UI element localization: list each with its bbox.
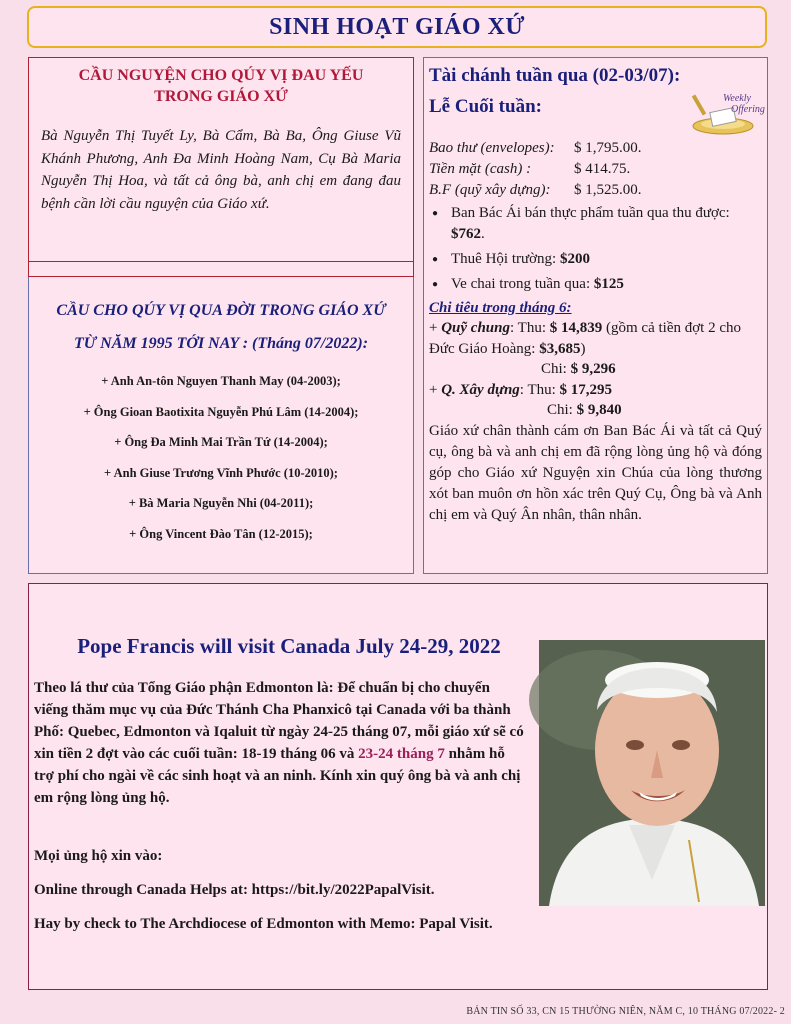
amount-value: $ 1,795.00. — [574, 140, 642, 156]
section-divider — [29, 261, 413, 262]
xay-dung-chi: Chi: $ 9,840 — [547, 402, 622, 418]
highlighted-date: 23-24 tháng 7 — [358, 746, 445, 762]
deceased-list — [29, 366, 413, 549]
finance-heading: Tài chánh tuần qua (02-03/07): — [429, 65, 681, 86]
amount-label: Bao thư (envelopes): — [429, 140, 555, 156]
pope-portrait-icon — [539, 640, 765, 906]
spending-title: Chi tiêu trong tháng 6: — [429, 300, 572, 316]
deceased-heading-line1: CẦU CHO QÚY VỊ QUA ĐỜI TRONG GIÁO XỨ — [56, 302, 386, 319]
thanks-paragraph: Giáo xứ chân thành cám ơn Ban Bác Ái và tất cả Quý cụ, ông bà và anh chị em đã rộng lòng ủng hộ và đóng góp cho Giáo xứ Nguyện xin Chúa của lòng thương xót ban muôn ơn hồn xác trên Quý Cụ, Ông bà và Anh chị em và Quý Ân nhân, thân nhân. — [429, 422, 762, 523]
check-donation-line: Hay by check to The Archdiocese of Edmonton with Memo: Papal Visit. — [34, 916, 493, 932]
prayer-sick-heading — [29, 65, 413, 107]
list-item: + Anh An-tôn Nguyen Thanh May (04-2003); — [101, 374, 341, 388]
finance-section — [423, 57, 768, 574]
xay-dung-line: + Q. Xây dựng: Thu: $ 17,295 — [429, 381, 613, 398]
weekly-offering-icon — [689, 90, 765, 136]
quy-chung-chi: Chi: $ 9,296 — [541, 361, 616, 377]
amount-value: $ 414.75. — [574, 161, 631, 177]
list-item: + Ông Vincent Đào Tân (12-2015); — [129, 526, 313, 541]
amount-label: B.F (quỹ xây dựng): — [429, 182, 551, 198]
prayer-sick-body: Bà Nguyễn Thị Tuyết Ly, Bà Cẩm, Bà Ba, Ông Giuse Vũ Khánh Phương, Anh Đa Minh Hoàng Nam, Cụ Bà Maria Nguyễn Thị Hoa, và tất cả ông bà, anh chị em đang đau bệnh cần lời cầu nguyện của Giáo xứ. — [41, 128, 401, 212]
online-donation-line: Online through Canada Helps at: https://bit.ly/2022PapalVisit. — [34, 882, 435, 898]
offering-amounts — [429, 138, 762, 201]
page-footer: BẢN TIN SỐ 33, CN 15 THƯỜNG NIÊN, NĂM C, 10 THÁNG 07/2022- 2 — [466, 1006, 785, 1017]
list-item: + Ông Gioan Baotixita Nguyễn Phú Lâm (14-2004); — [83, 404, 359, 419]
prayer-heading-line2: TRONG GIÁO XỨ — [154, 88, 288, 105]
offering-text: Offering — [731, 104, 765, 115]
list-item: + Bà Maria Nguyễn Nhi (04-2011); — [128, 496, 314, 510]
pope-visit-section — [28, 583, 768, 990]
support-heading: Mọi ủng hộ xin vào: — [34, 848, 163, 864]
list-item: + Anh Giuse Trương Vĩnh Phước (10-2010); — [104, 465, 338, 480]
list-item: ● Ban Bác Ái bán thực phẩm tuần qua thu được: $762. — [429, 203, 762, 245]
pope-photo — [539, 640, 765, 906]
deceased-heading-line2: TỪ NĂM 1995 TỚI NAY : (Tháng 07/2022): — [73, 335, 369, 352]
finance-subheading: Lễ Cuối tuần: — [429, 96, 542, 117]
list-item: ● Thuê Hội trường: $200 — [429, 249, 762, 270]
spending-details — [429, 318, 762, 421]
weekly-text: Weekly — [723, 93, 751, 104]
list-item: + Ông Đa Minh Mai Trần Tứ (14-2004); — [114, 435, 328, 449]
income-list — [429, 203, 762, 295]
amount-row — [429, 159, 762, 180]
pope-visit-paragraph: Theo lá thư của Tổng Giáo phận Edmonton là: Để chuẩn bị cho chuyến viếng thăm mục vụ của Đức Thánh Cha Phanxicô tại Canada với ba thành Phố: Quebec, Edmonton và Iqaluit từ ngày 24-25 tháng 07, mỗi giáo xứ sẽ có xin tiền 2 đợt vào các cuối tuần: 18-19 tháng 06 và 23-24 tháng 7 nhằm hỗ trợ phí cho ngài về các sinh hoạt và an ninh. Kính xin quý ông bà và anh chị em rộng lòng ủng hộ. — [34, 680, 524, 806]
list-item: ● Ve chai trong tuần qua: $125 — [429, 274, 762, 295]
page-title: SINH HOẠT GIÁO XỨ — [269, 13, 525, 40]
amount-row — [429, 180, 762, 201]
deceased-heading — [29, 294, 413, 360]
prayer-heading-line1: CẦU NGUYỆN CHO QÚY VỊ ĐAU YẾU — [78, 67, 364, 84]
deceased-section — [28, 277, 414, 574]
prayer-sick-section — [28, 57, 414, 277]
page-title-banner — [27, 6, 767, 48]
pope-visit-title: Pope Francis will visit Canada July 24-29, 2022 — [77, 634, 501, 658]
amount-value: $ 1,525.00. — [574, 182, 642, 198]
amount-row — [429, 138, 762, 159]
quy-chung-line: + Quỹ chung: Thu: $ 14,839 (gồm cả tiền đợt 2 cho Đức Giáo Hoàng: $3,685) — [429, 320, 741, 357]
amount-label: Tiền mặt (cash) : — [429, 161, 532, 177]
